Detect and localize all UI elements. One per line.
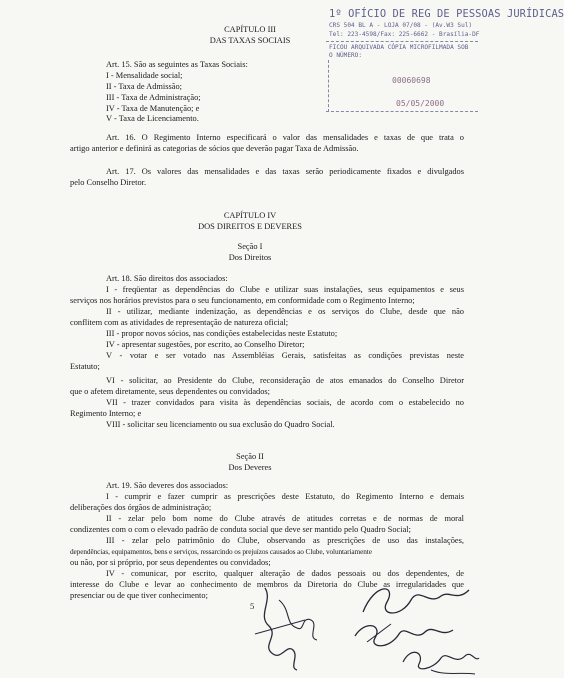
art-18-line: conflitem com as atividades de representação de natureza oficial; xyxy=(70,318,289,327)
art-15: Art. 15. São as seguintes as Taxas Sociais: xyxy=(106,60,248,69)
art-19-line: deliberações dos órgãos de administração; xyxy=(70,503,212,512)
art-18-line: Regimento Interno; e xyxy=(70,409,142,418)
page-number: 5 xyxy=(250,601,255,611)
art-19-line: I - cumprir e fazer cumprir as prescrições deste Estatuto, do Regimento Interno e demais xyxy=(106,492,464,501)
art-19-line: dependências, equipamentos, bens e serviços, ressarcindo os prejuízos causados ao Clube, voluntariamente xyxy=(70,547,372,556)
stamp-filed-label: FICOU ARQUIVADA CÓPIA MICROFILMADA SOB xyxy=(329,44,469,51)
art-18-line: V - votar e ser votado nas Assembléias Gerais, satisfeitas as condições previstas neste xyxy=(106,351,464,360)
chapter-4-subheading: DOS DIREITOS E DEVERES xyxy=(198,222,302,231)
art-15-item: I - Mensalidade social; xyxy=(106,71,183,80)
registry-stamp xyxy=(326,8,564,112)
art-18-line: que o afetem diretamente, seus dependentes ou convidados; xyxy=(70,387,271,396)
chapter-3-subheading: DAS TAXAS SOCIAIS xyxy=(209,36,291,45)
art-19-line: presenciar ou de que tiver conhecimento; xyxy=(70,591,208,600)
stamp-number-label: O NÚMERO: xyxy=(329,52,363,59)
art-19-line: condizentes com o com o elevado padrão de conduta social que deve ser mantido pelo Quadro Social; xyxy=(70,525,411,534)
art-19-line: ou não, por si próprio, por seus dependentes ou convidados; xyxy=(70,558,271,567)
art-19-line: IV - comunicar, por escrito, qualquer alteração de dados pessoais ou dos dependentes, de xyxy=(106,569,464,578)
art-19-line: III - zelar pelo patrimônio do Clube, observando as prescrições de uso das instalações, xyxy=(106,536,464,545)
signature-left xyxy=(235,580,335,675)
art-18-line: VI - solicitar, ao Presidente do Clube, reconsideração de atos emanados do Conselho Diretor xyxy=(106,376,464,385)
stamp-bottom-rule xyxy=(326,111,478,112)
art-18-line: Estatuto; xyxy=(70,362,100,371)
section-2-heading: Seção II xyxy=(236,452,264,461)
art-17-line: pelo Conselho Diretor. xyxy=(70,178,147,187)
stamp-phones: Tel: 223-4598/Fax: 225-6662 - Brasília-DF xyxy=(329,31,480,38)
art-18-line: VIII - solicitar seu licenciamento ou sua exclusão do Quadro Social. xyxy=(106,420,335,429)
stamp-divider xyxy=(326,41,478,42)
art-18-line: III - propor novos sócios, nas condições estabelecidas neste Estatuto; xyxy=(106,329,338,338)
art-19-line: Art. 19. São deveres dos associados: xyxy=(106,481,229,490)
chapter-4-heading: CAPÍTULO IV xyxy=(223,211,277,220)
stamp-side-rule xyxy=(328,60,329,112)
art-15-item: II - Taxa de Admissão; xyxy=(106,82,183,91)
art-18-line: IV - apresentar sugestões, por escrito, ao Conselho Diretor; xyxy=(106,340,305,349)
section-2-subheading: Dos Deveres xyxy=(228,463,272,472)
stamp-office: 1º OFÍCIO DE REG DE PESSOAS JURÍDICAS xyxy=(329,8,564,20)
art-18-line: II - utilizar, mediante indenização, as dependências e os serviços do Clube, desde que não xyxy=(106,307,464,316)
section-1-subheading: Dos Direitos xyxy=(228,253,272,262)
section-1-heading: Seção I xyxy=(237,242,263,251)
art-19-line: interesse do Clube e levar ao conhecimento de membros da Diretoria do Clube as irregularidades que xyxy=(70,580,464,589)
art-17-line: Art. 17. Os valores das mensalidades e das taxas serão periodicamente fixados e divulgados xyxy=(106,167,464,176)
chapter-3-heading: CAPÍTULO III xyxy=(224,25,276,34)
stamp-number: 00060698 xyxy=(392,76,431,85)
art-18-line: serviços nos horários previstos para o seu funcionamento, em conformidade com o Regimento Interno; xyxy=(70,296,415,305)
stamp-date: 05/05/2000 xyxy=(396,99,445,108)
art-16-line: artigo anterior e definirá as categorias de sócios que deverão pagar Taxa de Admissão. xyxy=(70,144,359,153)
art-15-item: IV - Taxa de Manutenção; e xyxy=(106,104,200,113)
art-15-item: III - Taxa de Administração; xyxy=(106,93,201,102)
art-19-line: II - zelar pelo bom nome do Clube através de atitudes corretas e de normas de moral xyxy=(106,514,464,523)
art-16-line: Art. 16. O Regimento Interno especificará o valor das mensalidades e taxas de que trata o xyxy=(106,133,464,142)
signature-right xyxy=(345,572,480,678)
art-18-line: VII - trazer convidados para visita às dependências sociais, de acordo com o estabelecido no xyxy=(106,398,464,407)
stamp-address: CRS 504 BL A - LOJA 07/08 - (Av.W3 Sul) xyxy=(329,22,473,29)
art-18-line: I - freqüentar as dependências do Clube e utilizar suas instalações, seus equipamentos e seus xyxy=(106,285,464,294)
art-18-line: Art. 18. São direitos dos associados: xyxy=(106,274,228,283)
art-15-item: V - Taxa de Licenciamento. xyxy=(106,114,199,123)
